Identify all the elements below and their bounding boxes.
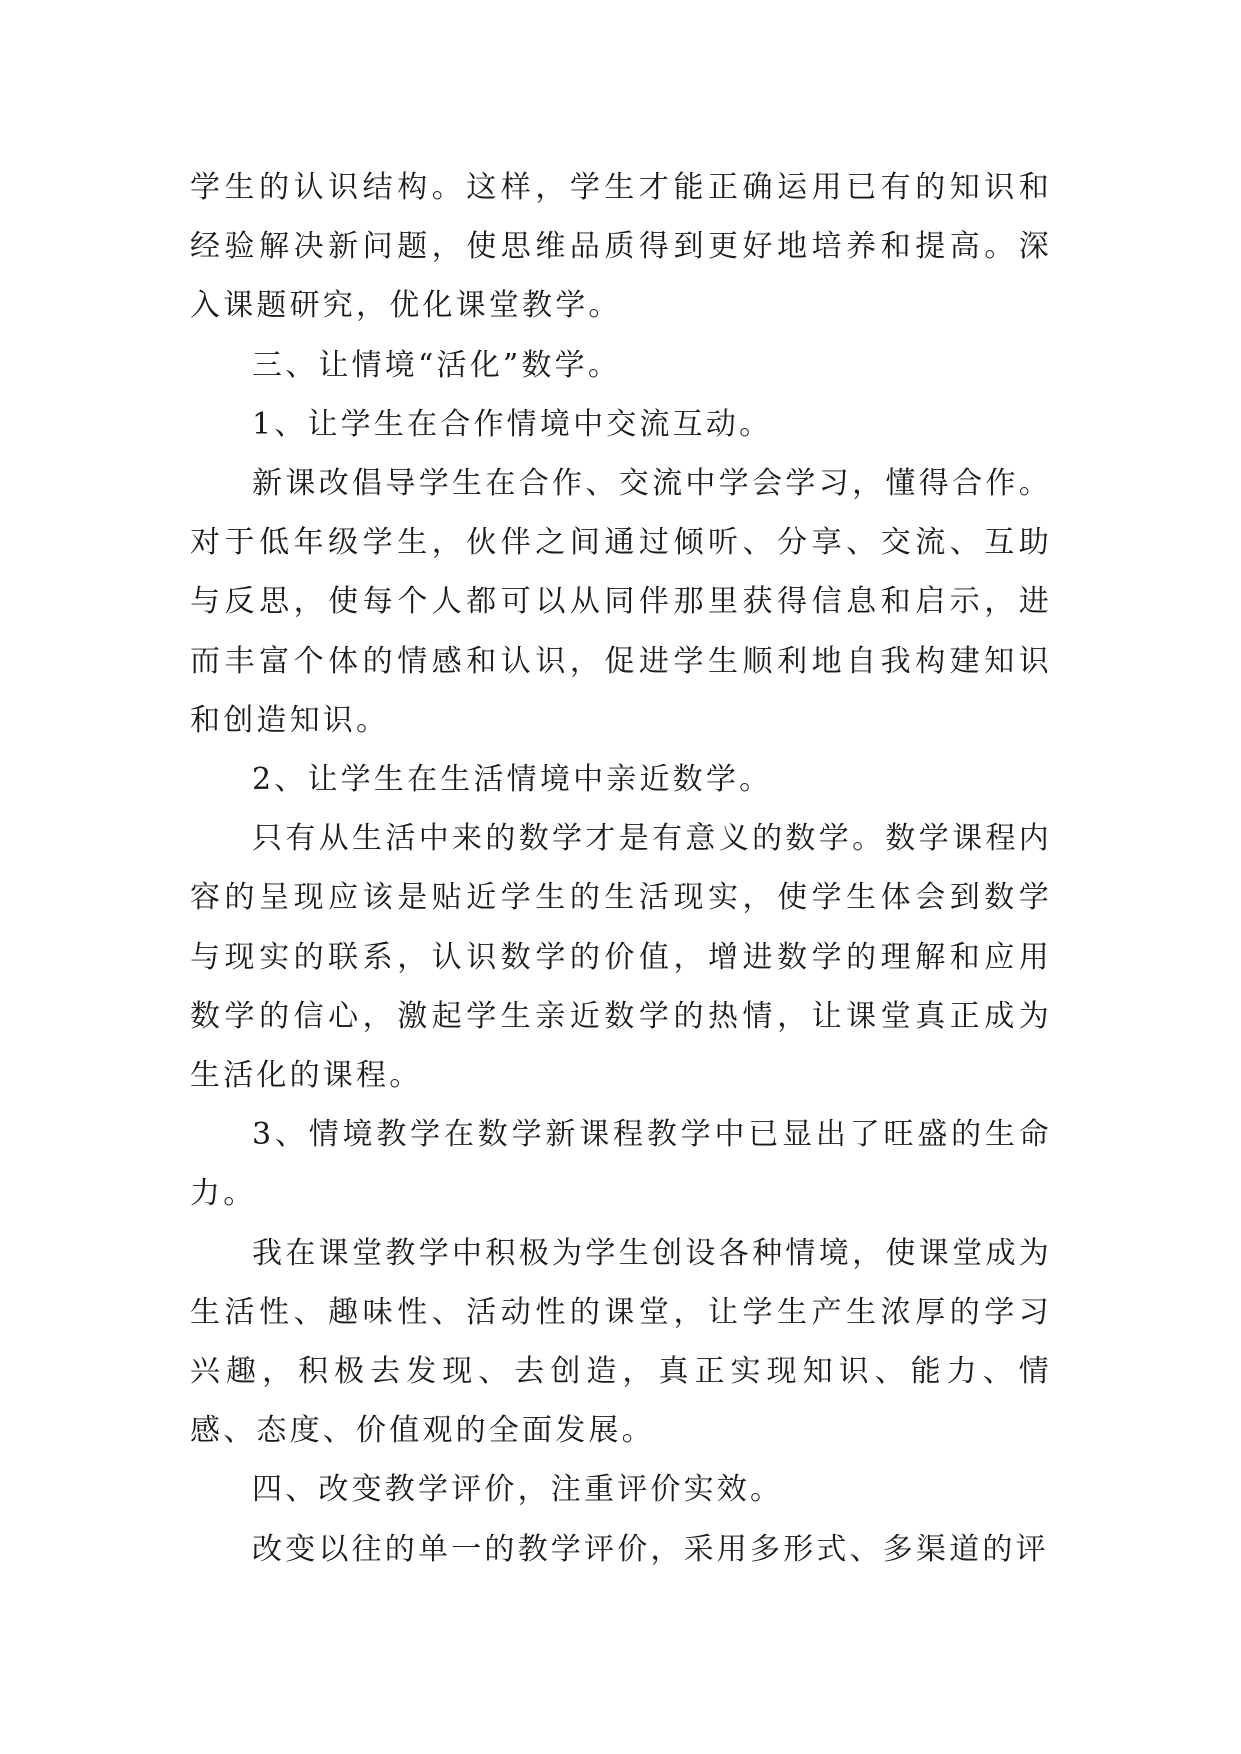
subsection-heading: 1、让学生在合作情境中交流互动。 <box>252 406 773 442</box>
paragraph: 新课改倡导学生在合作、交流中学会学习，懂得合作。对于低年级学生，伙伴之间通过倾听、分享、交流、互助与反思，使每个人都可以从同伴那里获得信息和启示，进而丰富个体的情感和认识，促进学生顺利地自我构建知识和创造知识。 <box>190 466 1052 738</box>
paragraph: 改变以往的单一的教学评价，采用多形式、多渠道的评 <box>252 1531 1049 1567</box>
subsection-heading: 3、情境教学在数学新课程教学中已显出了旺盛的生命力。 <box>190 1117 1052 1212</box>
paragraph: 只有从生活中来的数学才是有意义的数学。数学课程内容的呈现应该是贴近学生的生活现实，使学生体会到数学与现实的联系，认识数学的价值，增进数学的理解和应用数学的信心，激起学生亲近数学的热情，让课堂真正成为生活化的课程。 <box>190 821 1052 1094</box>
section-heading: 四、改变教学评价，注重评价实效。 <box>252 1472 784 1508</box>
body-text <box>190 158 1052 1579</box>
paragraph: 学生的认识结构。这样，学生才能正确运用已有的知识和经验解决新问题，使思维品质得到更好地培养和提高。深入课题研究，优化课堂教学。 <box>190 170 1052 324</box>
paragraph: 我在课堂教学中积极为学生创设各种情境，使课堂成为生活性、趣味性、活动性的课堂，让学生产生浓厚的学习兴趣，积极去发现、去创造，真正实现知识、能力、情感、态度、价值观的全面发展。 <box>190 1235 1052 1449</box>
subsection-heading: 2、让学生在生活情境中亲近数学。 <box>252 762 773 798</box>
section-heading: 三、让情境“活化”数学。 <box>252 347 622 383</box>
